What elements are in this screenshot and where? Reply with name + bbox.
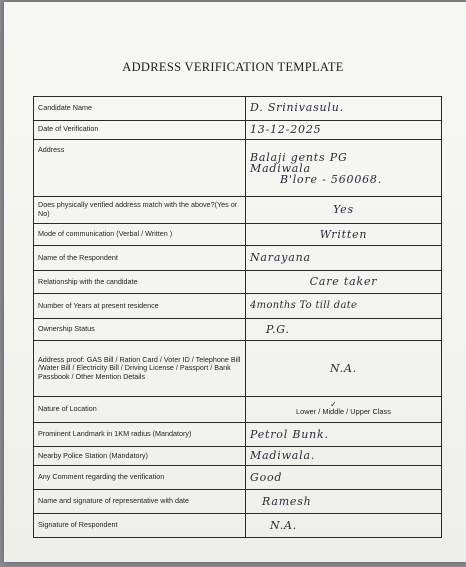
field-label: Address proof: GAS Bill / Ration Card / Voter ID / Telephone Bill /Water Bill / Electricity Bill / Driving License / Passport / Bank Passbook / Other Mention Details	[34, 341, 246, 396]
field-label: Number of Years at present residence	[34, 294, 246, 319]
relationship-value: Care taker	[246, 270, 442, 294]
table-row	[34, 423, 442, 447]
table-row	[34, 489, 442, 514]
table-row	[34, 197, 442, 224]
landmark-value: Petrol Bunk.	[246, 423, 442, 447]
respondent-name-value: Narayana	[246, 246, 442, 271]
table-row	[34, 294, 442, 319]
address-match-value: Yes	[246, 197, 442, 224]
table-row	[34, 396, 442, 423]
field-label: Address	[34, 139, 246, 196]
table-row	[34, 341, 442, 396]
respondent-signature-value: N.A.	[246, 514, 442, 538]
check-mark-icon: ✓	[330, 399, 337, 409]
police-station-value: Madiwala.	[246, 446, 442, 465]
table-row	[34, 139, 442, 196]
field-label: Nature of Location	[34, 396, 246, 423]
table-row	[34, 246, 442, 271]
location-class-value	[246, 396, 442, 423]
address-line: B'lore - 560068.	[280, 172, 383, 186]
field-label: Signature of Respondent	[34, 514, 246, 538]
field-label: Mode of communication (Verbal / Written )	[34, 223, 246, 246]
representative-signature-value: Ramesh	[246, 489, 442, 514]
field-label: Does physically verified address match with the above?(Yes or No)	[34, 197, 246, 224]
field-label: Nearby Police Station (Mandatory)	[34, 446, 246, 465]
address-line: Madiwala	[250, 161, 311, 175]
field-label: Name of the Respondent	[34, 246, 246, 271]
candidate-name-value: D. Srinivasulu.	[246, 97, 442, 121]
table-row	[34, 446, 442, 465]
ownership-status-value: P.G.	[246, 318, 442, 341]
table-row	[34, 318, 442, 341]
address-proof-value: N.A.	[246, 341, 442, 396]
table-row	[34, 466, 442, 490]
address-line: Balaji gents PG	[250, 150, 348, 164]
field-label: Date of Verification	[34, 120, 246, 139]
field-label: Any Comment regarding the verification	[34, 466, 246, 490]
location-class-options: Lower / Middle / Upper Class	[296, 407, 391, 417]
table-row	[34, 120, 442, 139]
table-row	[34, 97, 442, 121]
table-row	[34, 270, 442, 294]
address-value	[246, 139, 442, 196]
document-title: ADDRESS VERIFICATION TEMPLATE	[122, 60, 344, 74]
verification-table	[33, 96, 442, 538]
field-label: Name and signature of representative with date	[34, 489, 246, 514]
field-label: Candidate Name	[34, 97, 246, 121]
years-at-residence-value: 4months To till date	[246, 294, 442, 319]
field-label: Ownership Status	[34, 318, 246, 341]
field-label: Prominent Landmark in 1KM radius (Mandatory)	[34, 423, 246, 447]
table-row	[34, 514, 442, 538]
communication-mode-value: Written	[246, 223, 442, 246]
field-label: Relationship with the candidate	[34, 270, 246, 294]
verification-date-value: 13-12-2025	[246, 120, 442, 139]
comment-value: Good	[246, 466, 442, 490]
table-row	[34, 223, 442, 246]
